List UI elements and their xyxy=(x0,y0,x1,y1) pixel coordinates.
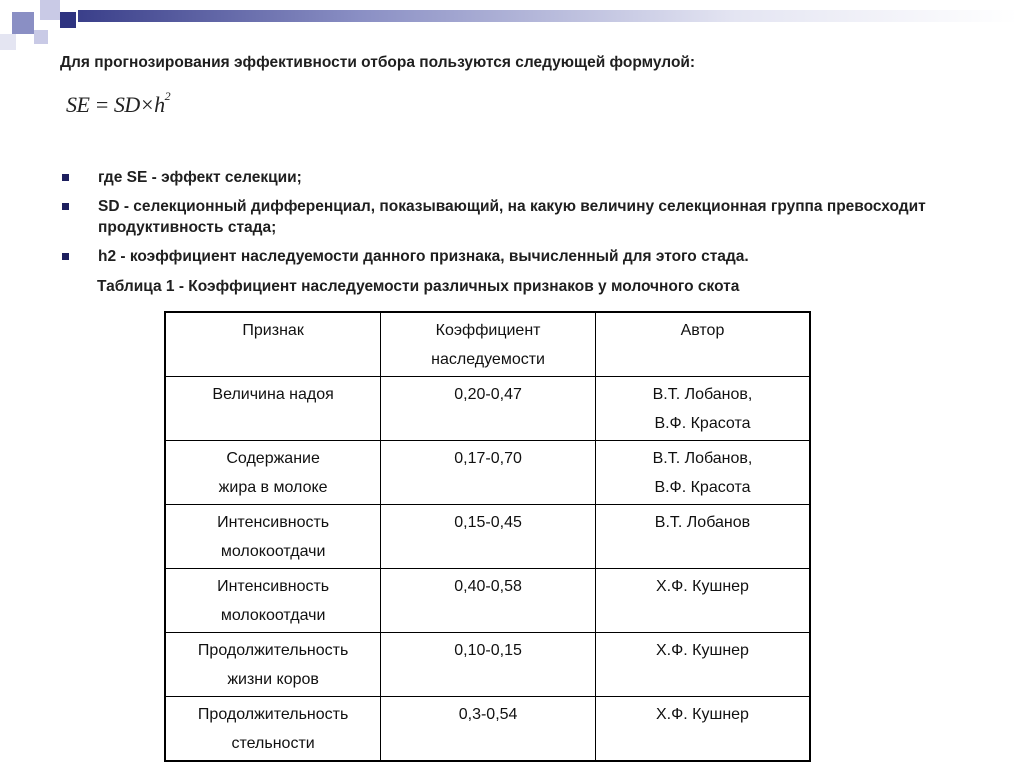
table-row xyxy=(165,377,810,441)
cell-coefficient: 0,40-0,58 xyxy=(381,569,596,633)
selection-formula: SE = $SD\times h^2$ xyxy=(66,88,171,117)
cell-trait: Величина надоя xyxy=(165,377,381,441)
header-author: Автор xyxy=(595,312,810,377)
cell-author: В.Т. Лобанов, В.Ф. Красота xyxy=(595,441,810,505)
header-coefficient: Коэффициент наследуемости xyxy=(381,312,596,377)
decor-square-5 xyxy=(0,34,16,50)
table-row xyxy=(165,569,810,633)
decor-square-3 xyxy=(60,12,76,28)
cell-author: Х.Ф. Кушнер xyxy=(595,569,810,633)
cell-coefficient: 0,10-0,15 xyxy=(381,633,596,697)
table-row xyxy=(165,633,810,697)
square-bullet-icon xyxy=(62,203,69,210)
cell-author: В.Т. Лобанов xyxy=(595,505,810,569)
definitions-list xyxy=(60,167,980,275)
page-heading: Для прогнозирования эффективности отбора пользуются следующей формулой: xyxy=(60,54,696,71)
list-item: SD - селекционный дифференциал, показывающий, на какую величину селекционная группа превосходит продуктивность стада; xyxy=(60,196,980,238)
decor-square-2 xyxy=(40,0,60,20)
table-row xyxy=(165,697,810,762)
cell-coefficient: 0,20-0,47 xyxy=(381,377,596,441)
list-item: где SE - эффект селекции; xyxy=(60,167,980,188)
heritability-table xyxy=(164,311,811,762)
square-bullet-icon xyxy=(62,174,69,181)
cell-coefficient: 0,15-0,45 xyxy=(381,505,596,569)
cell-trait: Интенсивность молокоотдачи xyxy=(165,505,381,569)
cell-trait: Продолжительность жизни коров xyxy=(165,633,381,697)
decor-square-1 xyxy=(12,12,34,34)
cell-trait: Содержание жира в молоке xyxy=(165,441,381,505)
square-bullet-icon xyxy=(62,253,69,260)
cell-author: В.Т. Лобанов, В.Ф. Красота xyxy=(595,377,810,441)
cell-trait: Интенсивность молокоотдачи xyxy=(165,569,381,633)
list-item: h2 - коэффициент наследуемости данного признака, вычисленный для этого стада. xyxy=(60,246,980,267)
cell-coefficient: 0,3-0,54 xyxy=(381,697,596,762)
cell-author: Х.Ф. Кушнер xyxy=(595,633,810,697)
decor-square-4 xyxy=(34,30,48,44)
header-gradient-bar xyxy=(78,10,1018,22)
cell-author: Х.Ф. Кушнер xyxy=(595,697,810,762)
table-caption: Таблица 1 - Коэффициент наследуемости различных признаков у молочного скота xyxy=(97,278,740,295)
table-row xyxy=(165,441,810,505)
cell-coefficient: 0,17-0,70 xyxy=(381,441,596,505)
table-row xyxy=(165,505,810,569)
table-header-row xyxy=(165,312,810,377)
header-trait: Признак xyxy=(165,312,381,377)
cell-trait: Продолжительность стельности xyxy=(165,697,381,762)
